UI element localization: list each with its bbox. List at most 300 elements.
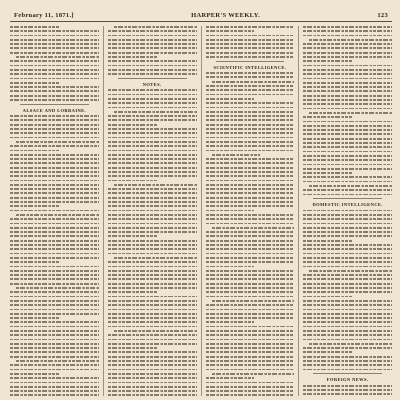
text-line (108, 69, 197, 71)
text-line (206, 47, 295, 49)
text-line (10, 78, 99, 80)
text-line (108, 102, 197, 104)
text-line (108, 132, 197, 134)
text-line (108, 304, 197, 306)
text-line (10, 309, 99, 311)
text-line (206, 343, 295, 345)
text-line (303, 300, 392, 302)
text-line (108, 296, 197, 298)
text-line (10, 184, 99, 186)
text-line (16, 214, 99, 216)
text-line (303, 82, 392, 84)
text-line (108, 270, 197, 272)
text-line (108, 364, 197, 366)
text-line (303, 172, 352, 174)
text-line (206, 278, 295, 280)
text-line (108, 60, 197, 62)
text-line (108, 94, 197, 96)
text-line (10, 356, 99, 358)
text-line (10, 351, 99, 353)
text-line (10, 343, 99, 345)
text-line (10, 86, 99, 88)
text-line (206, 197, 295, 199)
text-line (303, 309, 392, 311)
text-line (206, 102, 295, 104)
text-line (206, 334, 295, 336)
text-line (303, 133, 392, 135)
text-line (10, 313, 99, 315)
text-line (108, 223, 197, 225)
text-line (309, 112, 392, 114)
text-line (303, 291, 392, 293)
text-line (206, 56, 295, 58)
text-line (303, 99, 392, 101)
text-line (206, 369, 295, 371)
text-line (10, 278, 99, 280)
text-line (303, 121, 392, 123)
text-line (206, 76, 295, 78)
text-line (303, 151, 392, 153)
text-line (10, 317, 59, 319)
text-line (108, 175, 197, 177)
text-line (206, 89, 295, 91)
text-line (10, 300, 99, 302)
header-title: HARPER'S WEEKLY. (191, 12, 261, 19)
text-line (206, 184, 295, 186)
text-line (206, 107, 295, 109)
text-line (206, 364, 295, 366)
text-line (10, 119, 99, 121)
text-line (206, 296, 295, 298)
text-line (108, 30, 197, 32)
text-line (303, 181, 392, 183)
text-line (206, 210, 255, 212)
library-stamp (278, 1, 370, 13)
text-line (108, 150, 197, 152)
text-line (108, 283, 197, 285)
text-line (303, 125, 392, 127)
text-line (303, 95, 392, 97)
text-line (206, 360, 295, 362)
text-line (303, 43, 392, 45)
text-line (303, 138, 392, 140)
section-divider (313, 198, 382, 199)
text-line (108, 52, 197, 54)
text-line (108, 317, 197, 319)
text-line (206, 162, 295, 164)
text-line (108, 360, 197, 362)
header-page-number: 123 (377, 12, 388, 19)
text-line (303, 30, 392, 32)
text-line (206, 124, 295, 126)
text-columns (10, 26, 392, 396)
text-line (10, 364, 99, 366)
text-line (10, 369, 99, 371)
text-line (303, 330, 392, 332)
text-line (10, 218, 99, 220)
text-line (309, 270, 392, 272)
text-line (206, 253, 295, 255)
text-line (10, 180, 99, 182)
text-line (206, 313, 295, 315)
text-line (303, 369, 392, 371)
text-line (10, 240, 99, 242)
text-line (10, 235, 99, 237)
text-line (10, 326, 99, 328)
text-line (108, 119, 197, 121)
text-line (108, 201, 197, 203)
text-line (303, 261, 392, 263)
text-line (108, 326, 197, 328)
text-line (303, 35, 392, 37)
text-line (108, 266, 197, 268)
text-line (108, 65, 197, 67)
text-line (303, 90, 392, 92)
section-heading: FOREIGN NEWS. (326, 377, 369, 383)
text-line (303, 103, 392, 105)
text-line (303, 223, 392, 225)
text-line (303, 317, 392, 319)
text-line (206, 330, 295, 332)
text-line (114, 184, 197, 186)
text-line (303, 287, 392, 289)
text-line (10, 162, 99, 164)
text-line (303, 65, 392, 67)
text-line (303, 189, 392, 191)
text-line (108, 291, 157, 293)
text-line (108, 339, 197, 341)
text-line (108, 35, 197, 37)
text-line (212, 373, 295, 375)
section-divider (20, 104, 89, 105)
section-heading: DOMESTIC INTELLIGENCE. (312, 202, 383, 208)
text-line (303, 129, 392, 131)
text-line (108, 218, 197, 220)
text-line (10, 175, 99, 177)
text-line (10, 99, 99, 101)
text-line (108, 235, 157, 237)
text-line (206, 188, 295, 190)
text-line (303, 142, 392, 144)
text-line (10, 227, 99, 229)
text-line (16, 56, 99, 58)
text-line (303, 385, 392, 387)
text-line (10, 205, 59, 207)
text-line (16, 141, 99, 143)
column-2 (103, 26, 197, 396)
text-line (108, 278, 197, 280)
text-line (108, 253, 197, 255)
text-line (303, 393, 392, 395)
text-line (10, 231, 99, 233)
text-line (206, 85, 295, 87)
text-line (303, 313, 392, 315)
text-line (206, 141, 295, 143)
text-line (108, 227, 197, 229)
text-line (10, 253, 99, 255)
text-line (303, 248, 392, 250)
text-line (303, 257, 392, 259)
text-line (303, 304, 392, 306)
text-line (303, 278, 392, 280)
text-line (206, 158, 295, 160)
text-line (303, 108, 392, 110)
text-line (10, 167, 99, 169)
text-line (206, 214, 295, 216)
text-line (10, 261, 59, 263)
text-line (10, 69, 99, 71)
text-line (10, 382, 99, 384)
text-line (10, 30, 99, 32)
text-line (108, 231, 197, 233)
text-line (10, 244, 99, 246)
text-line (108, 351, 197, 353)
text-line (10, 347, 99, 349)
text-line (108, 240, 197, 242)
text-line (309, 343, 392, 345)
text-line (303, 60, 352, 62)
text-line (108, 180, 157, 182)
text-line (206, 261, 295, 263)
text-line (108, 141, 197, 143)
text-line (206, 132, 295, 134)
text-line (206, 52, 295, 54)
text-line (10, 291, 99, 293)
text-line (108, 347, 157, 349)
text-line (114, 26, 197, 28)
text-line (10, 188, 99, 190)
text-line (108, 210, 197, 212)
text-line (108, 56, 157, 58)
header-date: February 11, 1871.] (14, 12, 74, 19)
text-line (303, 73, 392, 75)
section-heading: SCIENTIFIC INTELLIGENCE. (213, 64, 287, 70)
text-line (108, 115, 197, 117)
text-line (303, 253, 392, 255)
text-line (206, 274, 295, 276)
text-line (206, 394, 295, 396)
text-line (303, 214, 392, 216)
text-line (303, 283, 392, 285)
text-line (206, 94, 295, 96)
text-line (206, 390, 295, 392)
text-line (114, 257, 197, 259)
text-line (206, 115, 295, 117)
text-line (206, 192, 295, 194)
text-line (108, 377, 197, 379)
text-line (108, 197, 197, 199)
text-line (303, 159, 392, 161)
text-line (108, 309, 197, 311)
text-line (303, 296, 352, 298)
text-line (108, 98, 197, 100)
text-line (212, 300, 295, 302)
text-line (212, 81, 295, 83)
text-line (10, 132, 99, 134)
text-line (206, 283, 295, 285)
text-line (303, 240, 352, 242)
text-line (303, 364, 392, 366)
text-line (206, 26, 295, 28)
text-line (114, 111, 197, 113)
text-line (303, 231, 392, 233)
text-line (10, 210, 99, 212)
text-line (10, 321, 99, 323)
text-line (206, 351, 295, 353)
text-line (206, 321, 255, 323)
text-line (303, 47, 392, 49)
text-line (10, 330, 99, 332)
text-line (108, 158, 197, 160)
text-line (303, 326, 392, 328)
text-line (108, 128, 197, 130)
text-line (10, 296, 99, 298)
text-line (108, 386, 197, 388)
text-line (206, 201, 295, 203)
text-line (303, 26, 392, 28)
text-line (10, 90, 99, 92)
text-line (108, 248, 197, 250)
text-line (108, 394, 197, 396)
text-line (303, 227, 392, 229)
text-line (206, 287, 295, 289)
text-line (206, 175, 295, 177)
text-line (303, 266, 392, 268)
text-line (10, 266, 99, 268)
text-line (10, 270, 99, 272)
text-line (10, 137, 99, 139)
text-line (16, 287, 99, 289)
text-line (303, 164, 392, 166)
text-line (16, 360, 99, 362)
text-line (10, 35, 99, 37)
text-line (10, 201, 99, 203)
text-line (303, 321, 392, 323)
text-line (10, 95, 99, 97)
text-line (10, 150, 59, 152)
text-line (303, 274, 392, 276)
text-line (303, 347, 392, 349)
section-divider (313, 373, 382, 374)
text-line (108, 343, 197, 345)
text-line (206, 244, 295, 246)
text-line (10, 158, 99, 160)
text-line (206, 128, 295, 130)
text-line (303, 351, 352, 353)
text-line (114, 330, 197, 332)
text-line (10, 248, 99, 250)
text-line (303, 334, 392, 336)
text-line (206, 266, 255, 268)
text-line (108, 274, 197, 276)
text-line (206, 119, 295, 121)
text-line (206, 386, 295, 388)
text-line (206, 304, 295, 306)
text-line (108, 313, 197, 315)
text-line (303, 339, 392, 341)
text-line (10, 283, 99, 285)
text-line (10, 274, 99, 276)
text-line (10, 39, 99, 41)
text-line (206, 326, 295, 328)
text-line (206, 223, 295, 225)
text-line (309, 39, 392, 41)
text-line (206, 309, 295, 311)
text-line (108, 287, 197, 289)
text-line (303, 356, 392, 358)
text-line (108, 205, 197, 207)
text-line (108, 356, 197, 358)
text-line (303, 176, 392, 178)
text-line (10, 386, 99, 388)
text-line (303, 235, 392, 237)
text-line (108, 188, 197, 190)
text-line (10, 124, 99, 126)
text-line (303, 360, 392, 362)
text-line (206, 317, 295, 319)
text-line (303, 69, 392, 71)
text-line (108, 145, 197, 147)
text-line (206, 145, 295, 147)
text-line (303, 155, 392, 157)
text-line (303, 210, 392, 212)
text-line (108, 390, 197, 392)
text-line (10, 197, 99, 199)
text-line (108, 334, 197, 336)
text-line (303, 116, 352, 118)
text-line (303, 168, 392, 170)
text-line (206, 72, 295, 74)
text-line (303, 78, 392, 80)
text-line (108, 192, 197, 194)
text-line (10, 334, 99, 336)
text-line (303, 146, 392, 148)
text-line (108, 124, 157, 126)
text-line (206, 150, 295, 152)
text-line (108, 162, 197, 164)
text-line (108, 137, 197, 139)
text-line (206, 43, 295, 45)
text-line (206, 377, 255, 379)
text-line (206, 39, 295, 41)
text-line (10, 373, 59, 375)
text-line (206, 257, 295, 259)
text-line (108, 167, 197, 169)
text-line (206, 35, 295, 37)
text-line (10, 257, 99, 259)
text-line (10, 82, 59, 84)
text-line (206, 339, 295, 341)
column-4 (298, 26, 392, 396)
text-line (206, 231, 295, 233)
text-line (10, 128, 99, 130)
text-line (206, 111, 295, 113)
text-line (108, 300, 197, 302)
text-line (108, 154, 197, 156)
text-line (10, 223, 99, 225)
text-line (303, 218, 392, 220)
text-line (212, 227, 295, 229)
text-line (108, 244, 197, 246)
text-line (10, 394, 99, 396)
text-line (10, 47, 99, 49)
text-line (10, 390, 99, 392)
text-line (206, 347, 295, 349)
text-line (206, 205, 295, 207)
text-line (10, 377, 99, 379)
section-divider (118, 78, 187, 79)
text-line (206, 240, 295, 242)
